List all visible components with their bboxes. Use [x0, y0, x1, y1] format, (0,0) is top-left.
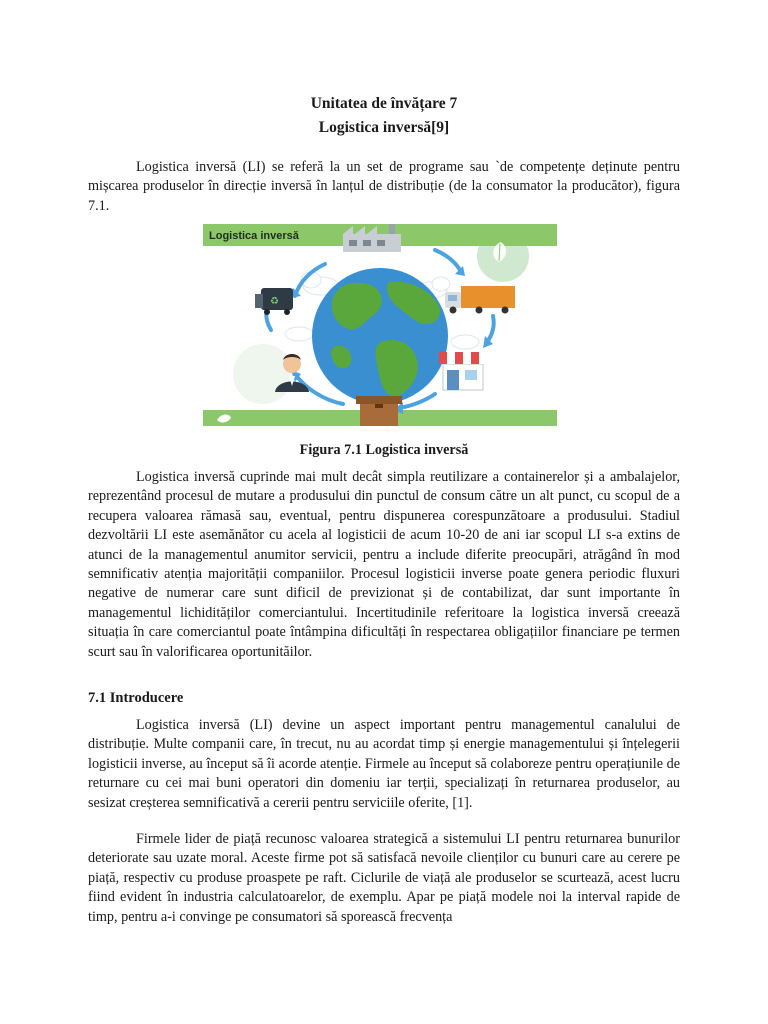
figure-caption: Figura 7.1 Logistica inversă [299, 442, 469, 458]
box-icon [356, 396, 402, 426]
reverse-logistics-figure [203, 224, 557, 426]
section-paragraph-2: Firmele lider de piață recunosc valoarea strategică a sistemului LI pentru returnarea bunurilor deteriorate sau uzate moral. Aceste firme pot să satisfacă nevoile clienților cu bunuri care au cerere pe piață, respectiv cu produse proaspete pe raft. Ciclurile de viață ale produselor se scurtează, acest lucru fiind evident în industria calculatoarelor, de exemplu. Apar pe piață modele noi la interval rapide de timp, pentru a-i convinge pe consumatori să sporească frecvența [88, 831, 680, 925]
banner-label: Logistica inversă [209, 230, 299, 242]
section-heading: 7.1 Introducere [88, 690, 184, 706]
title-block [0, 92, 768, 140]
unit-title: Unitatea de învățare 7 [310, 95, 458, 112]
intro-paragraph: Logistica inversă (LI) se referă la un set de programe sau `de competențe deținute pentru mișcarea produselor în direcție inversă în lanțul de distribuție (de la consumator la producător), figura 7.1. [88, 159, 680, 214]
chapter-title: Logistica inversă[9] [318, 119, 450, 136]
paragraph-2: Logistica inversă cuprinde mai mult decât simpla reutilizare a containerelor și a ambalajelor, reprezentând procesul de mutare a produsului din punctul de consum către un alt punct, cu scopul de a recupera valoarea rămasă sau, eventual, pentru dispunerea corespunzătoare a produsului. Stadiul dezvoltării LI este asemănător cu acela al logisticii de acum 10-20 de ani iar scopul LI s-a extins de atunci de la managementul anumitor servicii, pentru a include diferite preocupări, atrăgând în mod semnificativ atenția majorității companiilor. Procesul logisticii inverse poate genera periodic fluxuri negative de numerar care sunt dificil de previzionat și de contabilizat, dar sunt importante în managementul lichidităților comerciantului. Incertitudinile referitoare la logistica inversă creează situația în care comerciantul poate întâmpina dificultăți în respectarea obligațiilor financiare pe termen scurt sau în valorificarea oportunităilor. [88, 469, 680, 660]
section-paragraph-1: Logistica inversă (LI) devine un aspect important pentru managementul canalului de distribuție. Multe companii care, în trecut, nu au acordat timp și energie managementului și înțelegerii logisticii inverse, au început să îi acorde atenție. Firmele au început să colaboreze pentru operațiunile de returnare cu cei mai buni operatori din domeniu iar terții, specializați în returnarea produselor, au sesizat creșterea semnificativă a cererii pentru serviciile oferite, [1]. [88, 717, 680, 811]
svg-text:♻: ♻ [270, 296, 279, 307]
shop-icon [439, 352, 487, 390]
